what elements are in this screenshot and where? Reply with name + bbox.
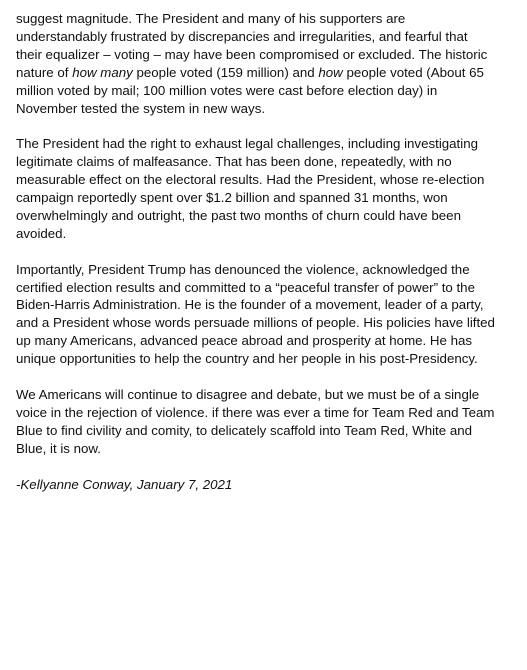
paragraph-4: We Americans will continue to disagree and debate, but we must be of a single voice in the rejection of violence. if there was ever a time for Team Red and Team Blue to find civility and comity, to delicately scaffold into Team Red, White and Blue, it is now. [16, 386, 495, 456]
paragraph-1-emphasis-how-many: how many [72, 64, 133, 80]
paragraph-1-emphasis-how: how [318, 64, 343, 80]
signature-line: -Kellyanne Conway, January 7, 2021 [16, 476, 233, 492]
paragraph-3: Importantly, President Trump has denounced the violence, acknowledged the certified election results and committed to a “peaceful transfer of power” to the Biden-Harris Administration. He is the founder of a movement, leader of a party, and a President whose words persuade millions of people. His policies have lifted up many Americans, advanced peace abroad and prosperity at home. He has unique opportunities to help the country and her people in his post-Presidency. [16, 261, 495, 367]
statement-document [16, 10, 506, 493]
paragraph-1-text-a: suggest magnitude. The President and many of his supporters are understandably frustrated by discrepancies and irregularities, and fearful that their equalizer – voting – may have been compromised or excluded. The historic nature of [16, 11, 488, 80]
paragraph-1-text-b: people voted (159 million) and [132, 64, 319, 80]
paragraph-1-text-c: people voted (About 65 million voted by mail; 100 million votes were cast before election day) in November tested the system in new ways. [16, 64, 484, 116]
paragraph-2: The President had the right to exhaust legal challenges, including investigating legitimate claims of malfeasance. That has been done, repeatedly, with no measurable effect on the electoral results. Had the President, whose re-election campaign reportedly spent over $1.2 billion and spanned 31 months, won overwhelmingly and outright, the past two months of churn could have been avoided. [16, 136, 485, 241]
paragraph-1 [16, 10, 506, 117]
